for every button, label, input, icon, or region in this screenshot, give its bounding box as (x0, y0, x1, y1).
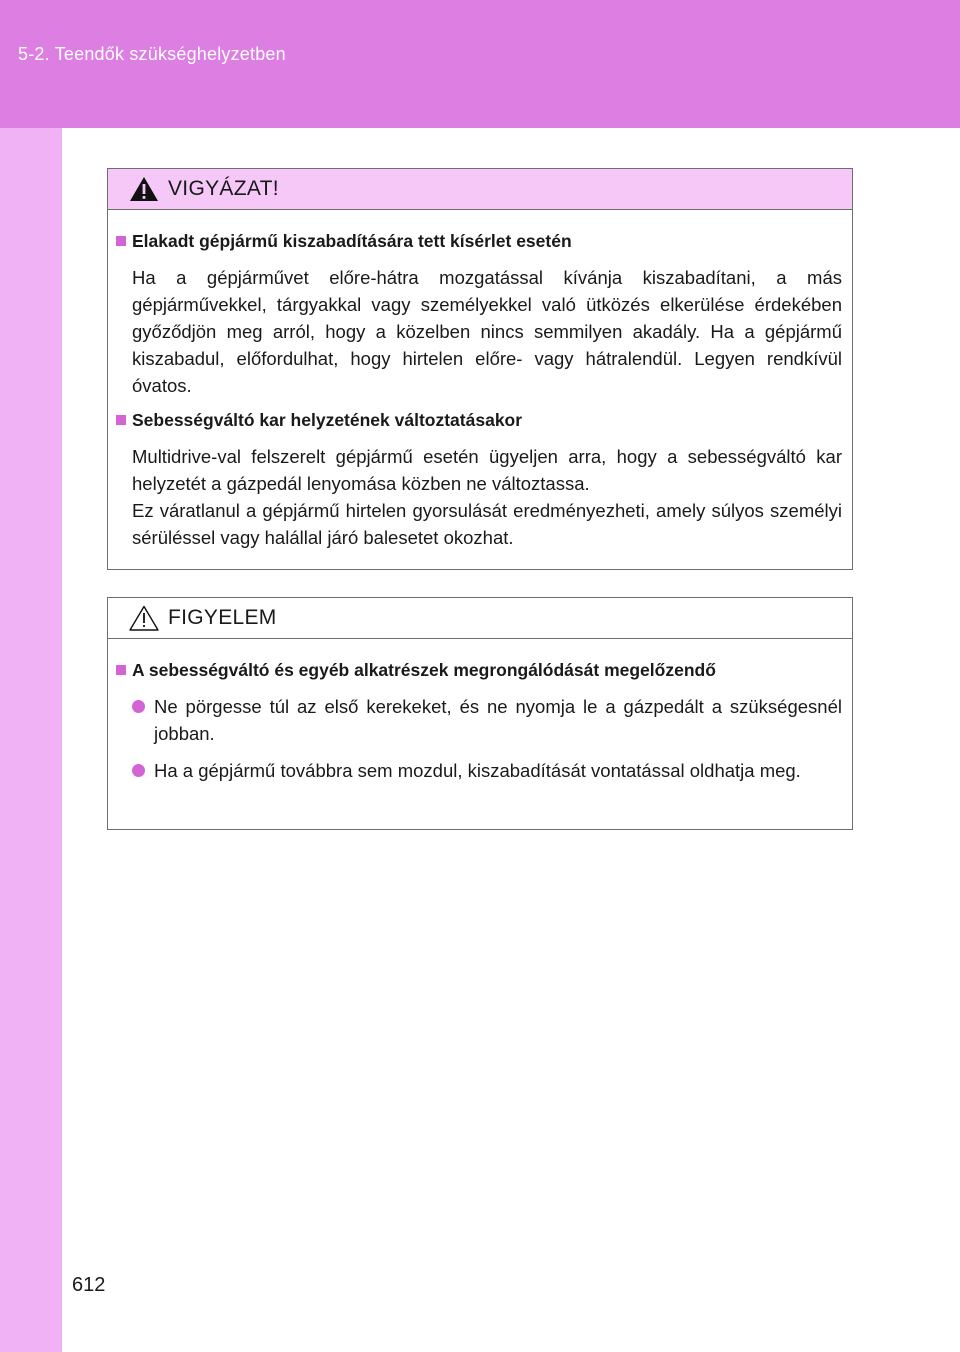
square-bullet-icon (116, 415, 126, 425)
list-item-text: Ne pörgesse túl az első kerekeket, és ne nyomja le a gázpedált a szükségesnél jobban. (154, 696, 842, 744)
topic-title: Sebességváltó kar helyzetének változtatásakor (132, 410, 523, 430)
caution-body (108, 210, 852, 551)
notice-header (108, 598, 852, 639)
round-bullet-icon (132, 700, 145, 713)
list-item (132, 757, 842, 784)
caution-label: VIGYÁZAT! (168, 177, 279, 200)
topic-paragraph: Ha a gépjárművet előre-hátra mozgatással kívánja kiszabadítani, a más gépjárművekkel, tárgyakkal vagy személyekkel való ütközés elkerülése érdekében győződjön meg arról, hogy a közelben nincs semmilyen akadály. Ha a gépjármű kiszabadul, előfordulhat, hogy hirtelen előre- vagy hátralendül. Legyen rendkívül óvatos. (132, 267, 842, 396)
topic-paragraph: Multidrive-val felszerelt gépjármű esetén ügyeljen arra, hogy a sebességváltó kar helyzetét a gázpedál lenyomása közben ne változtassa. (132, 446, 842, 494)
notice-label: FIGYELEM (168, 606, 277, 629)
list-item (132, 693, 842, 747)
topic-paragraph: Ez váratlanul a gépjármű hirtelen gyorsulását eredményezheti, amely súlyos személyi sérüléssel vagy halállal járó balesetet okozhat. (132, 500, 842, 548)
section-title: 5-2. Teendők szükséghelyzetben (18, 44, 286, 64)
square-bullet-icon (116, 665, 126, 675)
warning-triangle-outline-icon (128, 604, 160, 632)
caution-box (107, 168, 853, 570)
topic-heading (116, 228, 842, 254)
topic-heading (116, 407, 842, 433)
round-bullet-icon (132, 764, 145, 777)
topic-title: Elakadt gépjármű kiszabadítására tett kísérlet esetén (132, 231, 572, 251)
topic-heading (116, 657, 842, 683)
warning-triangle-filled-icon (128, 175, 160, 203)
side-band (0, 128, 62, 1352)
list-item-text: Ha a gépjármű továbbra sem mozdul, kiszabadítását vontatással oldhatja meg. (154, 760, 801, 781)
page-number: 612 (72, 1274, 106, 1296)
topic-title: A sebességváltó és egyéb alkatrészek megrongálódását megelőzendő (132, 660, 716, 680)
caution-header (108, 169, 852, 210)
notice-box (107, 597, 853, 830)
notice-body (108, 639, 852, 784)
square-bullet-icon (116, 236, 126, 246)
